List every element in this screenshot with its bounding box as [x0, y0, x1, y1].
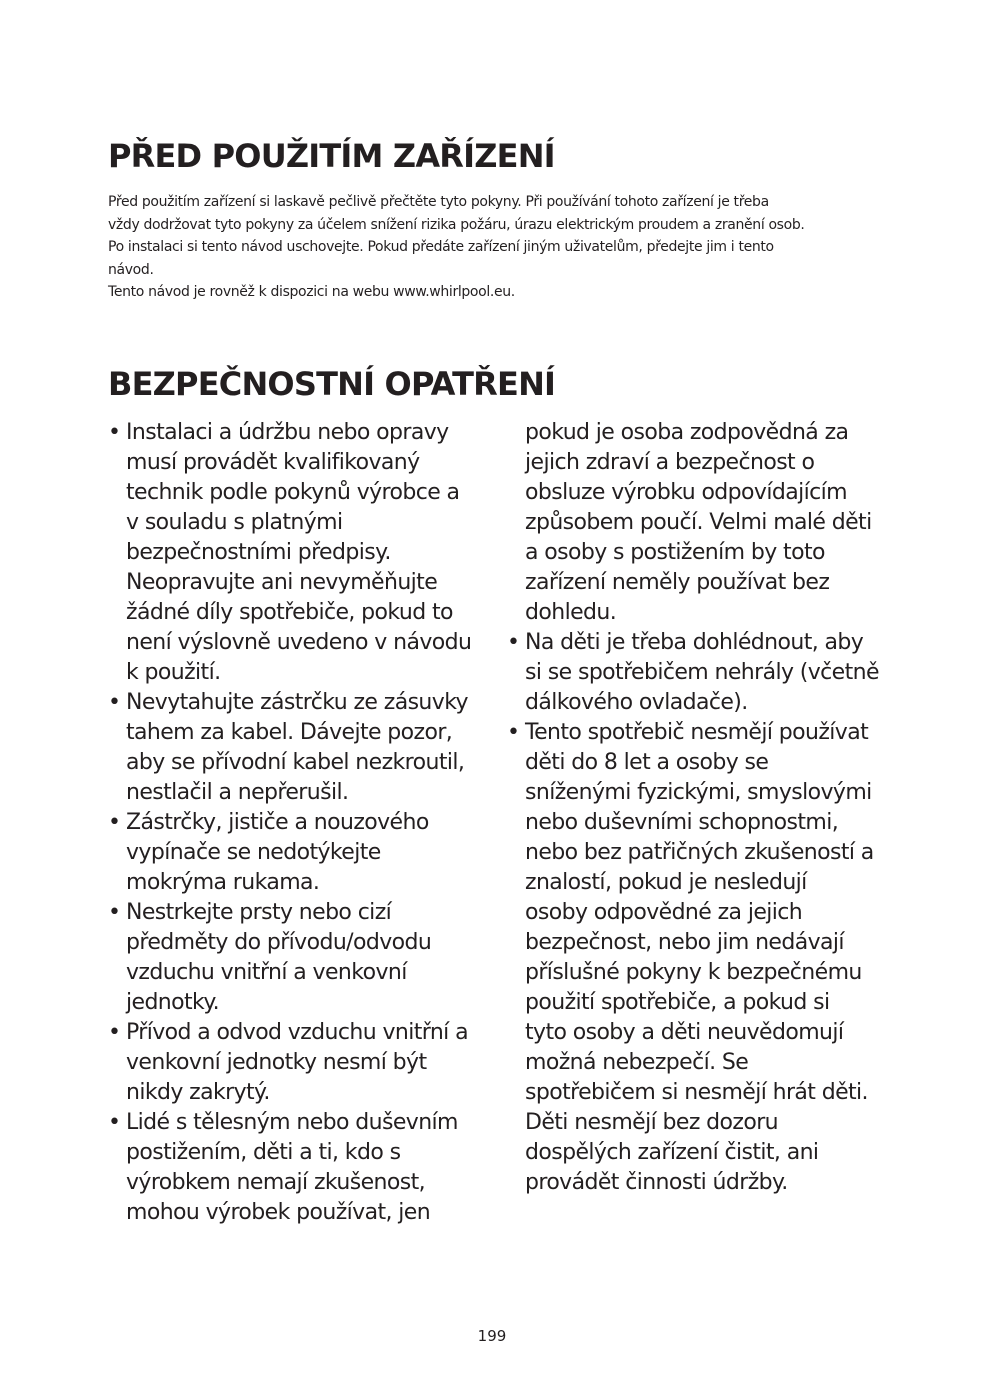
section-title-before-use: PŘED POUŽITÍM ZAŘÍZENÍ	[108, 137, 555, 175]
safety-line-text: vzduchu vnitřní a venkovní	[126, 960, 407, 985]
safety-line	[507, 718, 902, 748]
safety-line-text: Neopravujte ani nevyměňujte	[126, 570, 438, 595]
safety-line	[108, 538, 503, 568]
safety-line	[108, 508, 503, 538]
safety-line	[108, 1138, 503, 1168]
safety-line	[108, 478, 503, 508]
safety-line-text: vypínače se nedotýkejte	[126, 840, 381, 865]
intro-paragraph	[108, 191, 898, 304]
bullet-marker: •	[108, 1020, 121, 1045]
safety-line-text: osoby odpovědné za jejich	[525, 900, 803, 925]
safety-line	[108, 718, 503, 748]
safety-line-text: a osoby s postižením by toto	[525, 540, 825, 565]
safety-column-left	[108, 418, 503, 1228]
safety-line-text: bezpečnost, nebo jim nedávají	[525, 930, 844, 955]
safety-line-text: obsluze výrobku odpovídajícím	[525, 480, 847, 505]
safety-line-text: nebo bez patřičných zkušeností a	[525, 840, 874, 865]
safety-line-text: použití spotřebiče, a pokud si	[525, 990, 830, 1015]
safety-column-right	[507, 418, 902, 1198]
safety-line	[108, 658, 503, 688]
bullet-marker: •	[507, 630, 520, 655]
safety-line	[108, 808, 503, 838]
safety-line	[507, 1078, 902, 1108]
safety-line-text: Přívod a odvod vzduchu vnitřní a	[126, 1020, 468, 1045]
safety-line-text: znalostí, pokud je nesledují	[525, 870, 807, 895]
safety-line-text: postižením, děti a ti, kdo s	[126, 1140, 401, 1165]
safety-line	[507, 958, 902, 988]
bullet-marker: •	[108, 810, 121, 835]
bullet-marker: •	[108, 690, 121, 715]
safety-line	[108, 418, 503, 448]
safety-line-text: sníženými fyzickými, smyslovými	[525, 780, 872, 805]
intro-line: Po instalaci si tento návod uschovejte. Pokud předáte zařízení jiným uživatelům, předejte jim i tento	[108, 239, 774, 256]
safety-line-text: Lidé s tělesným nebo duševním	[126, 1110, 458, 1135]
safety-line-text: spotřebičem si nesmějí hrát děti.	[525, 1080, 868, 1105]
safety-line-text: žádné díly spotřebiče, pokud to	[126, 600, 453, 625]
safety-line	[108, 778, 503, 808]
safety-line	[108, 868, 503, 898]
safety-line	[108, 568, 503, 598]
page-number: 199	[477, 1327, 507, 1345]
safety-line	[108, 1198, 503, 1228]
safety-line	[507, 478, 902, 508]
safety-line	[507, 688, 902, 718]
safety-line	[507, 628, 902, 658]
safety-line-text: k použití.	[126, 660, 221, 685]
section-title-safety: BEZPEČNOSTNÍ OPATŘENÍ	[108, 365, 556, 403]
safety-line	[507, 928, 902, 958]
safety-line-text: aby se přívodní kabel nezkroutil,	[126, 750, 465, 775]
intro-line-website: Tento návod je rovněž k dispozici na webu www.whirlpool.eu.	[108, 284, 515, 301]
bullet-marker: •	[108, 1110, 121, 1135]
safety-line-text: Děti nesmějí bez dozoru	[525, 1110, 778, 1135]
safety-line-text: mohou výrobek používat, jen	[126, 1200, 431, 1225]
safety-line-text: mokrýma rukama.	[126, 870, 320, 895]
safety-line	[507, 508, 902, 538]
intro-line: Před použitím zařízení si laskavě pečlivě přečtěte tyto pokyny. Při používání tohoto zařízení je třeba	[108, 194, 769, 210]
safety-line	[507, 658, 902, 688]
safety-line-text: tahem za kabel. Dávejte pozor,	[126, 720, 453, 745]
safety-line-text: zařízení neměly používat bez	[525, 570, 830, 595]
safety-line-text: venkovní jednotky nesmí být	[126, 1050, 427, 1075]
safety-line-text: Nestrkejte prsty nebo cizí	[126, 900, 392, 925]
safety-line	[108, 1078, 503, 1108]
safety-line-text: dospělých zařízení čistit, ani	[525, 1140, 819, 1165]
safety-line-text: nikdy zakrytý.	[126, 1080, 270, 1105]
bullet-marker: •	[507, 720, 520, 745]
safety-line	[108, 838, 503, 868]
bullet-marker: •	[108, 420, 121, 445]
safety-line	[108, 1048, 503, 1078]
safety-line	[108, 448, 503, 478]
safety-line-text: dohledu.	[525, 600, 617, 625]
safety-line	[507, 748, 902, 778]
safety-line	[507, 778, 902, 808]
safety-line	[507, 868, 902, 898]
safety-line	[507, 1168, 902, 1198]
safety-line	[108, 988, 503, 1018]
safety-line	[108, 958, 503, 988]
safety-line-text: Nevytahujte zástrčku ze zásuvky	[126, 690, 468, 715]
safety-line	[507, 988, 902, 1018]
bullet-marker: •	[108, 900, 121, 925]
safety-line-text: způsobem poučí. Velmi malé děti	[525, 510, 872, 535]
safety-line	[108, 688, 503, 718]
safety-line-text: možná nebezpečí. Se	[525, 1050, 749, 1075]
safety-line-text: Na děti je třeba dohlédnout, aby	[525, 630, 864, 655]
safety-line-text: předměty do přívodu/odvodu	[126, 930, 432, 955]
safety-line-text: nestlačil a nepřerušil.	[126, 780, 349, 805]
intro-line: návod.	[108, 261, 154, 278]
safety-line-text: není výslovně uvedeno v návodu	[126, 630, 472, 655]
safety-line-text: Tento spotřebič nesmějí používat	[525, 720, 869, 745]
safety-line-text: provádět činnosti údržby.	[525, 1170, 788, 1195]
intro-line: vždy dodržovat tyto pokyny za účelem snížení rizika požáru, úrazu elektrickým proudem a zranění osob.	[108, 216, 805, 233]
safety-line-text: děti do 8 let a osoby se	[525, 750, 769, 775]
safety-line-text: v souladu s platnými	[126, 510, 343, 535]
safety-line-text: výrobkem nemají zkušenost,	[126, 1170, 425, 1195]
safety-line	[507, 1108, 902, 1138]
safety-line	[507, 598, 902, 628]
safety-line	[507, 1048, 902, 1078]
safety-line-text: pokud je osoba zodpovědná za	[525, 420, 849, 445]
safety-line-text: jednotky.	[126, 990, 220, 1015]
safety-line-text: jejich zdraví a bezpečnost o	[525, 450, 815, 475]
safety-line	[108, 628, 503, 658]
safety-line-text: si se spotřebičem nehrály (včetně	[525, 660, 879, 685]
safety-line	[108, 1018, 503, 1048]
safety-line	[507, 808, 902, 838]
safety-line	[507, 838, 902, 868]
safety-line-text: tyto osoby a děti neuvědomují	[525, 1020, 844, 1045]
safety-line	[108, 928, 503, 958]
safety-line-text: nebo duševními schopnostmi,	[525, 810, 839, 835]
safety-line	[108, 1168, 503, 1198]
safety-line	[507, 1138, 902, 1168]
safety-line	[108, 598, 503, 628]
safety-line	[507, 898, 902, 928]
safety-line	[108, 898, 503, 928]
safety-line-text: příslušné pokyny k bezpečnému	[525, 960, 862, 985]
safety-line	[507, 418, 902, 448]
safety-line-text: Instalaci a údržbu nebo opravy	[126, 420, 449, 445]
safety-line	[507, 568, 902, 598]
safety-line	[507, 538, 902, 568]
safety-line-text: dálkového ovladače).	[525, 690, 748, 715]
safety-line-text: Zástrčky, jističe a nouzového	[126, 810, 429, 835]
safety-line	[507, 1018, 902, 1048]
safety-line	[108, 748, 503, 778]
safety-line-text: musí provádět kvalifikovaný	[126, 450, 420, 475]
safety-line	[108, 1108, 503, 1138]
safety-line-text: bezpečnostními předpisy.	[126, 540, 391, 565]
safety-line-text: technik podle pokynů výrobce a	[126, 480, 460, 505]
safety-line	[507, 448, 902, 478]
